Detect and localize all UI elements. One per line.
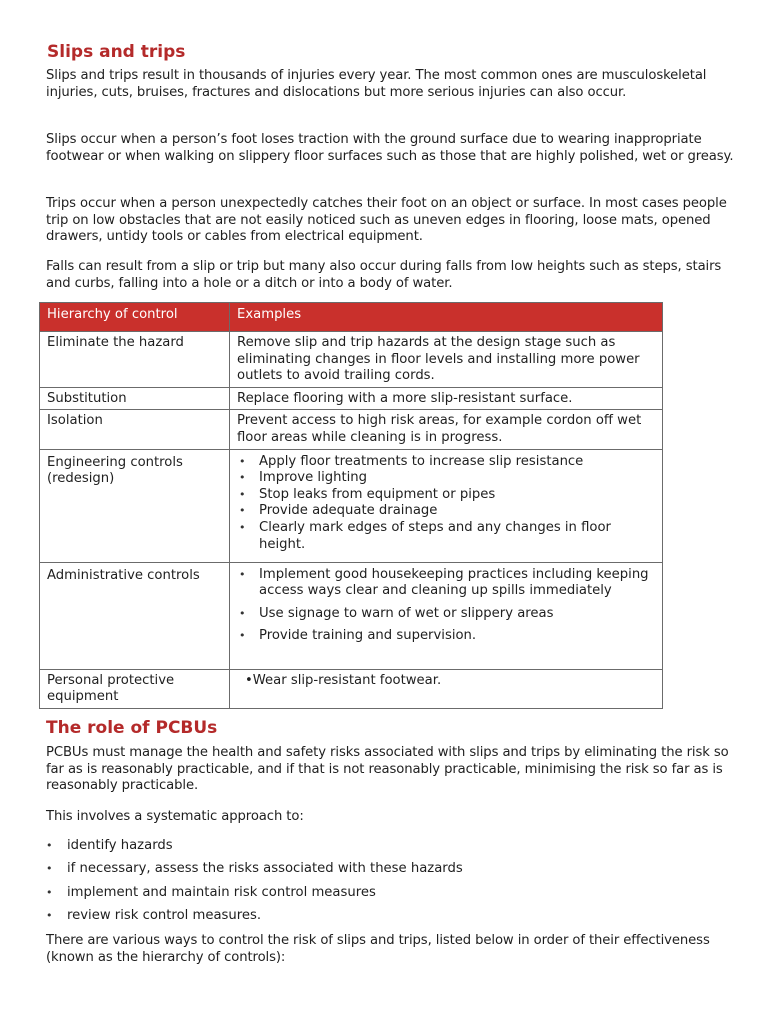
list-item: • review risk control measures. [46, 908, 463, 925]
paragraph-systematic-approach: This involves a systematic approach to: [46, 809, 304, 824]
list-item: • Provide training and supervision. [237, 628, 656, 645]
section-heading-slips-and-trips: Slips and trips [47, 42, 186, 62]
table-header-hierarchy: Hierarchy of control [40, 303, 230, 332]
table-row [40, 669, 663, 708]
example-cell [230, 669, 663, 708]
list-item: • Use signage to warn of wet or slippery areas [237, 606, 656, 623]
paragraph-trips: Trips occur when a person unexpectedly catches their foot on an object or surface. In most cases people trip on low obstacles that are not easily noticed such as uneven edges in flooring, loose mats, opened drawers, untidy tools or cables from electrical equipment. [46, 196, 727, 245]
administrative-examples-list [237, 567, 656, 645]
engineering-examples-list [237, 454, 656, 554]
paragraph-falls: Falls can result from a slip or trip but many also occur during falls from low heights such as steps, stairs and curbs, falling into a hole or a ditch or into a body of water. [46, 259, 722, 291]
paragraph-injuries: Slips and trips result in thousands of injuries every year. The most common ones are musculoskeletal injuries, cuts, bruises, fractures and dislocations but more serious injuries can also occur. [46, 68, 707, 100]
list-item: • Implement good housekeeping practices including keeping access ways clear and cleaning up spills immediately [237, 567, 656, 600]
list-item: • Apply floor treatments to increase slip resistance [237, 454, 656, 471]
table-header-examples: Examples [230, 303, 663, 332]
table-row [40, 449, 663, 562]
example-cell: Remove slip and trip hazards at the design stage such as eliminating changes in floor levels and installing more power outlets to avoid trailing cords. [230, 332, 663, 388]
table-row [40, 387, 663, 410]
control-cell: Engineering controls (redesign) [40, 449, 230, 562]
paragraph-hierarchy-intro: There are various ways to control the risk of slips and trips, listed below in order of their effectiveness (known as the hierarchy of controls): [46, 933, 710, 965]
list-item: • if necessary, assess the risks associated with these hazards [46, 861, 463, 878]
approach-bullet-list [46, 838, 463, 932]
list-item: • Stop leaks from equipment or pipes [237, 487, 656, 504]
control-cell: Isolation [40, 410, 230, 449]
table-row [40, 332, 663, 388]
list-item: • Clearly mark edges of steps and any changes in floor height. [237, 520, 656, 553]
list-item: • Provide adequate drainage [237, 503, 656, 520]
example-cell [230, 449, 663, 562]
paragraph-pcbu-intro: PCBUs must manage the health and safety risks associated with slips and trips by eliminating the risk so far as is reasonably practicable, and if that is not reasonably practicable, minimising the risk so far as is reasonably practicable. [46, 745, 729, 794]
control-cell: Eliminate the hazard [40, 332, 230, 388]
ppe-example: •Wear slip-resistant footwear. [245, 672, 442, 688]
control-cell: Personal protective equipment [40, 669, 230, 708]
hierarchy-of-control-table [39, 302, 663, 709]
list-item: • identify hazards [46, 838, 463, 855]
example-cell [230, 562, 663, 669]
example-cell: Prevent access to high risk areas, for example cordon off wet floor areas while cleaning is in progress. [230, 410, 663, 449]
table-row [40, 410, 663, 449]
table-row [40, 562, 663, 669]
control-cell: Administrative controls [40, 562, 230, 669]
table-header-row [40, 303, 663, 332]
control-cell: Substitution [40, 387, 230, 410]
example-cell: Replace flooring with a more slip-resistant surface. [230, 387, 663, 410]
list-item: • implement and maintain risk control measures [46, 885, 463, 902]
section-heading-role-of-pcbus: The role of PCBUs [46, 718, 218, 738]
list-item: • Improve lighting [237, 470, 656, 487]
paragraph-slips: Slips occur when a person’s foot loses traction with the ground surface due to wearing inappropriate footwear or when walking on slippery floor surfaces such as those that are highly polished, wet or greasy. [46, 132, 734, 164]
